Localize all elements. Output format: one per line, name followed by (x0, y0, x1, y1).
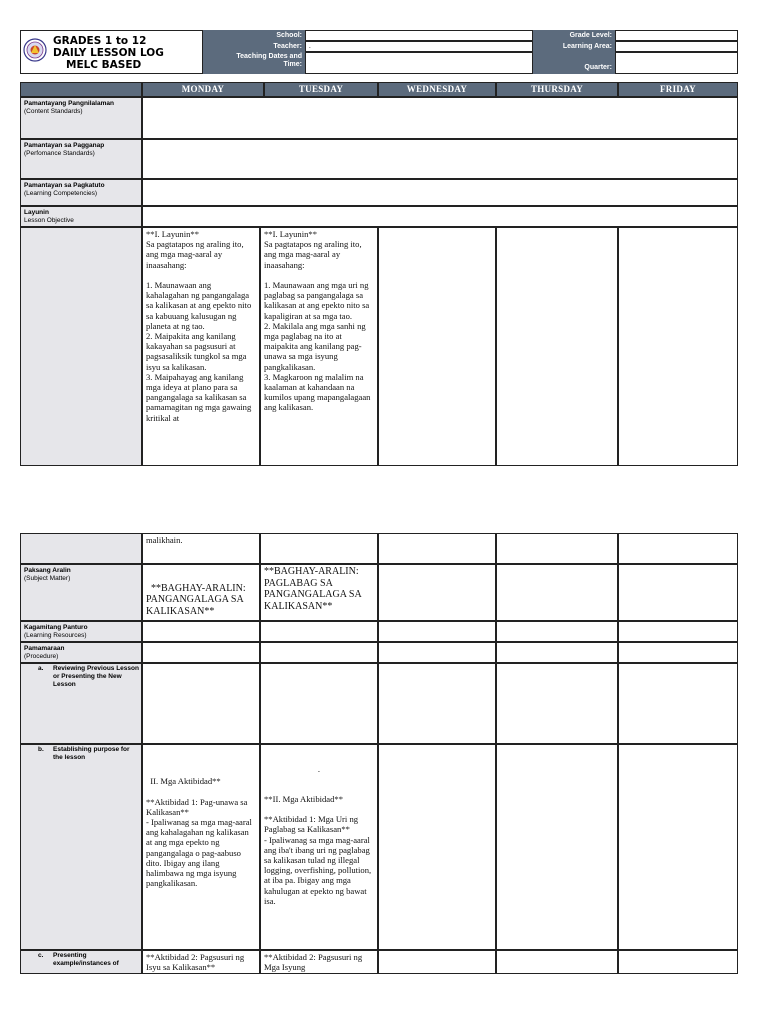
tuesday-resources[interactable] (260, 621, 378, 642)
row-label-purpose (20, 744, 142, 950)
tuesday-presenting[interactable]: **Aktibidad 2: Pagsusuri ng Mga Isyung (260, 950, 378, 974)
row-label-content-standards (20, 97, 142, 139)
day-header-blank (20, 82, 142, 97)
reviewing-letter: a. (38, 665, 44, 672)
school-field[interactable] (305, 30, 533, 41)
monday-presenting[interactable]: **Aktibidad 2: Pagsusuri ng Isyu sa Kalikasan** (142, 950, 260, 974)
learning-area-label: Learning Area: (533, 41, 615, 52)
pamamaraan-sub: (Procedure) (24, 653, 59, 660)
kagamitang-sub: (Learning Resources) (24, 632, 87, 639)
thursday-procedure[interactable] (496, 642, 618, 663)
learning-competencies-sub: (Learning Competencies) (24, 190, 97, 197)
tuesday-objective[interactable]: **I. Layunin** Sa pagtatapos ng araling ito, ang mga mag-aaral ay inaasahang: 1. Maunawaan ang mga uri ng paglabag sa pangangalaga sa kalikasan at ang epekto nito sa kapaligiran at sa mga tao. 2. Makilala ang mga sanhi ng mga paglabag na ito at maipakita ang kanilang pag-unawa sa mga isyung pangkalikasan. 3. Magkaroon ng malalim na kaalaman at kahandaan na kumilos upang mapangalagaan ang kalikasan. (260, 227, 378, 466)
wednesday-reviewing[interactable] (378, 663, 496, 744)
teacher-field[interactable]: . (305, 41, 533, 52)
friday-presenting[interactable] (618, 950, 738, 974)
log-title-line3: MELC BASED (66, 59, 142, 71)
friday-objective[interactable] (618, 227, 738, 466)
wednesday-subject[interactable] (378, 564, 496, 621)
wednesday-resources[interactable] (378, 621, 496, 642)
friday-purpose[interactable] (618, 744, 738, 950)
teacher-label: Teacher: (203, 41, 305, 52)
tuesday-subject[interactable]: **BAGHAY-ARALIN: PAGLABAG SA PANGANGALAGA SA KALIKASAN** (260, 564, 378, 621)
row-label-performance-standards (20, 139, 142, 179)
tuesday-purpose-text: **II. Mga Aktibidad** **Aktibidad 1: Mga Uri ng Paglabag sa Kalikasan** - Ipaliwanag sa mga mag-aaral ang iba't ibang uri ng paglabag sa kalikasan tulad ng illegal logging, overfishing, pollution, at iba pa. Ibigay ang mga kahulugan at epekto ng bawat isa. (264, 793, 372, 906)
learning-competencies-cell[interactable] (142, 179, 738, 206)
log-title-line1: GRADES 1 to 12 (53, 35, 147, 47)
row-label-learning-competencies (20, 179, 142, 206)
monday-resources[interactable] (142, 621, 260, 642)
pamamaraan-title: Pamamaraan (24, 645, 65, 652)
friday-resources[interactable] (618, 621, 738, 642)
layunin-cell[interactable] (142, 206, 738, 227)
friday-subject[interactable] (618, 564, 738, 621)
monday-purpose-text: II. Mga Aktibidad** **Aktibidad 1: Pag-unawa sa Kalikasan** - Ipaliwanag sa mga mag-aaral ang kahalagahan ng kalikasan at ang mga epekto ng pangangalaga o pag-aabuso dito. Ibigay ang ilang halimbawa ng mga isyung pangkalikasan. (146, 776, 252, 889)
purpose-text: Establishing purpose for the lesson (53, 746, 130, 761)
day-friday: FRIDAY (618, 82, 738, 97)
row-label-paksang-aralin (20, 564, 142, 621)
deped-seal-icon (23, 38, 47, 62)
dates-field[interactable] (305, 52, 533, 74)
tuesday-reviewing[interactable] (260, 663, 378, 744)
performance-standards-sub: (Perfomance Standards) (24, 150, 95, 157)
friday-objective-cont[interactable] (618, 533, 738, 564)
tuesday-objective-cont[interactable] (260, 533, 378, 564)
objective-row-label (20, 227, 142, 466)
day-monday: MONDAY (142, 82, 264, 97)
thursday-resources[interactable] (496, 621, 618, 642)
learning-competencies-title: Pamantayan sa Pagkatuto (24, 182, 105, 189)
layunin-title: Layunin (24, 209, 49, 216)
day-thursday: THURSDAY (496, 82, 618, 97)
content-standards-cell[interactable] (142, 97, 738, 139)
thursday-objective[interactable] (496, 227, 618, 466)
thursday-subject[interactable] (496, 564, 618, 621)
performance-standards-title: Pamantayan sa Pagganap (24, 142, 105, 149)
content-standards-title: Pamantayang Pangnilalaman (24, 100, 114, 107)
friday-reviewing[interactable] (618, 663, 738, 744)
monday-reviewing[interactable] (142, 663, 260, 744)
monday-subject[interactable] (142, 564, 260, 621)
quarter-field[interactable] (615, 52, 738, 74)
friday-procedure[interactable] (618, 642, 738, 663)
wednesday-presenting[interactable] (378, 950, 496, 974)
row-label-kagamitang (20, 621, 142, 642)
dates-label-line1: Teaching Dates and (236, 53, 302, 60)
thursday-objective-cont[interactable] (496, 533, 618, 564)
wednesday-objective[interactable] (378, 227, 496, 466)
row-label-presenting (20, 950, 142, 974)
monday-purpose[interactable] (142, 744, 260, 950)
day-tuesday: TUESDAY (264, 82, 378, 97)
paksang-aralin-sub: (Subject Matter) (24, 575, 71, 582)
thursday-purpose[interactable] (496, 744, 618, 950)
row-label-pamamaraan (20, 642, 142, 663)
kagamitang-title: Kagamitang Panturo (24, 624, 88, 631)
presenting-letter: c. (38, 952, 44, 959)
grade-level-field[interactable] (615, 30, 738, 41)
cont-row-label (20, 533, 142, 564)
wednesday-procedure[interactable] (378, 642, 496, 663)
log-title-line2: DAILY LESSON LOG (53, 47, 164, 59)
wednesday-purpose[interactable] (378, 744, 496, 950)
tuesday-procedure[interactable] (260, 642, 378, 663)
monday-objective[interactable]: **I. Layunin** Sa pagtatapos ng araling ito, ang mga mag-aaral ay inaasahang: 1. Maunawaan ang kahalagahan ng pangangalaga sa kalikasan at ang epekto nito sa kabuuang kalusugan ng planeta at ng tao. 2. Maipakita ang kanilang kakayahan sa pagsusuri at pagsasaliksik tungkol sa mga isyu sa kalikasan. 3. Maipahayag ang kanilang mga ideya at plano para sa pangangalaga sa kalikasan sa pamamagitan ng mga gawaing kritikal at (142, 227, 260, 466)
monday-objective-cont[interactable]: malikhain. (142, 533, 260, 564)
row-label-reviewing (20, 663, 142, 744)
tuesday-purpose[interactable] (260, 744, 378, 950)
presenting-text: Presenting example/instances of (53, 952, 119, 967)
quarter-label: Quarter: (533, 52, 615, 74)
row-label-layunin (20, 206, 142, 227)
monday-procedure[interactable] (142, 642, 260, 663)
paksang-aralin-title: Paksang Aralin (24, 567, 71, 574)
wednesday-objective-cont[interactable] (378, 533, 496, 564)
day-wednesday: WEDNESDAY (378, 82, 496, 97)
dates-label (203, 52, 305, 74)
layunin-sub: Lesson Objective (24, 217, 74, 224)
thursday-reviewing[interactable] (496, 663, 618, 744)
performance-standards-cell[interactable] (142, 139, 738, 179)
tuesday-purpose-dot: . (317, 764, 321, 775)
grade-level-label: Grade Level: (533, 30, 615, 41)
dates-label-line2: Time: (283, 61, 302, 68)
reviewing-text: Reviewing Previous Lesson or Presenting the New Lesson (53, 665, 139, 688)
monday-subject-text: **BAGHAY-ARALIN: PANGANGALAGA SA KALIKASAN** (146, 582, 249, 617)
school-label: School: (203, 30, 305, 41)
learning-area-field[interactable] (615, 41, 738, 52)
purpose-letter: b. (38, 746, 44, 753)
content-standards-sub: (Content Standards) (24, 108, 83, 115)
thursday-presenting[interactable] (496, 950, 618, 974)
